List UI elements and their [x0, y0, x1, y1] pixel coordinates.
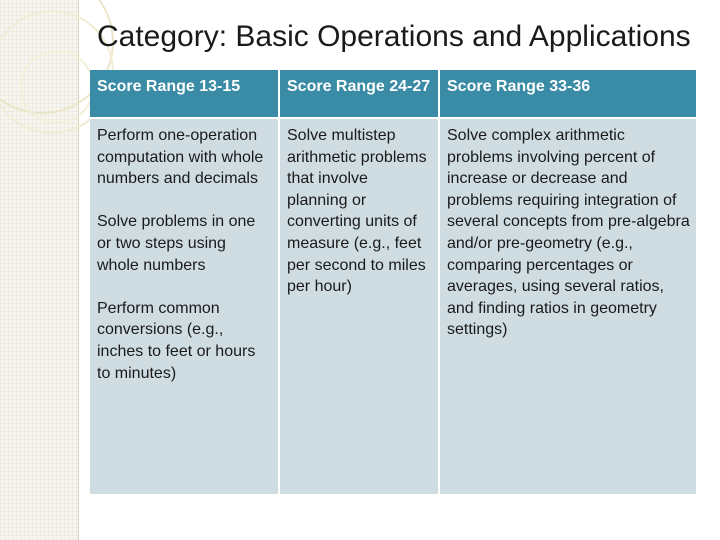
slide-title: Category: Basic Operations and Applications [97, 20, 691, 53]
cell-score-range-13-15 [90, 118, 279, 494]
score-range-table [90, 70, 696, 494]
table-header-row [90, 70, 696, 118]
skill-item: Solve complex arithmetic problems involving percent of increase or decrease and problems requiring integration of several concepts from pre-algebra and/or pre-geometry (e.g., comparing percentages or averages, using several ratios, and finding ratios in geometry settings) [447, 127, 690, 339]
table-row [90, 118, 696, 494]
header-score-range-24-27: Score Range 24-27 [279, 70, 439, 118]
header-score-range-33-36: Score Range 33-36 [439, 70, 696, 118]
cell-score-range-33-36 [439, 118, 696, 494]
skill-item: Solve multistep arithmetic problems that involve planning or converting units of measure (e.g., feet per second to miles per hour) [287, 127, 427, 296]
decorative-circle [20, 50, 94, 124]
skill-item: Perform one-operation computation with whole numbers and decimals [97, 127, 264, 188]
skill-item: Solve problems in one or two steps using whole numbers [97, 213, 256, 274]
cell-score-range-24-27 [279, 118, 439, 494]
header-score-range-13-15: Score Range 13-15 [90, 70, 279, 118]
skill-item: Perform common conversions (e.g., inches to feet or hours to minutes) [97, 299, 256, 382]
